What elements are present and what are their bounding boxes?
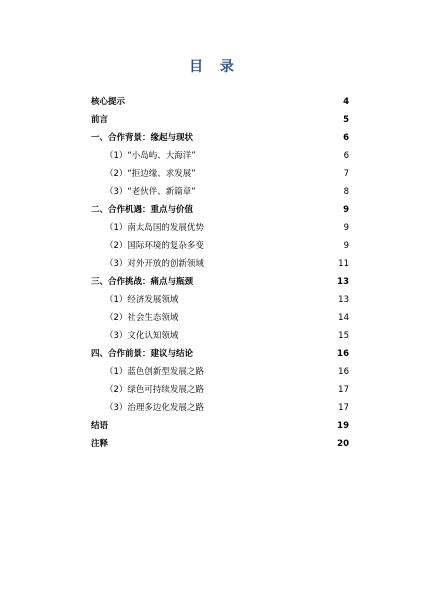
toc-subentry-page: 16 (338, 367, 349, 377)
toc-subentry[interactable] (91, 219, 349, 237)
toc-entry[interactable] (91, 129, 349, 147)
toc-subentry[interactable] (91, 291, 349, 309)
toc-entry[interactable] (91, 435, 349, 453)
toc-subentry-label: （3）对外开放的创新领域 (105, 259, 204, 269)
toc-subentry-label: （2）社会生态领域 (105, 313, 179, 323)
toc-subentry[interactable] (91, 255, 349, 273)
toc-entry-label: 三、合作挑战：痛点与瓶颈 (91, 277, 194, 287)
toc-entry-page: 20 (337, 439, 349, 449)
toc-subentry-page: 13 (338, 295, 349, 305)
toc-subentry[interactable] (91, 309, 349, 327)
toc-subentry-label: （1）“小岛屿、大海洋” (105, 151, 196, 161)
toc-subentry-page: 17 (338, 403, 349, 413)
toc-subentry-page: 17 (338, 385, 349, 395)
toc-subentry-label: （2）绿色可持续发展之路 (105, 385, 204, 395)
toc-subentry[interactable] (91, 237, 349, 255)
toc-entry-page: 6 (343, 133, 349, 143)
toc-subentry-page: 14 (338, 313, 349, 323)
page-title: 目 录 (189, 59, 240, 75)
toc-subentry-page: 7 (343, 169, 349, 179)
toc-subentry-label: （3）文化认知领域 (105, 331, 179, 341)
toc-entry-label: 一、合作背景：缘起与现状 (91, 133, 194, 143)
toc-entry-label: 结语 (91, 421, 109, 431)
toc-subentry-label: （3）治理多边化发展之路 (105, 403, 204, 413)
toc-entry[interactable] (91, 111, 349, 129)
toc-subentry[interactable] (91, 147, 349, 165)
toc-entry[interactable] (91, 345, 349, 363)
toc-subentry-label: （2）“拒边缘、求发展” (105, 169, 196, 179)
toc-subentry-page: 8 (343, 187, 349, 197)
toc-entry-label: 注释 (91, 439, 109, 449)
toc-subentry-page: 15 (338, 331, 349, 341)
table-of-contents (91, 93, 349, 453)
toc-subentry[interactable] (91, 327, 349, 345)
toc-subentry[interactable] (91, 165, 349, 183)
toc-entry-page: 5 (343, 115, 349, 125)
toc-entry[interactable] (91, 273, 349, 291)
toc-entry[interactable] (91, 417, 349, 435)
toc-entry-page: 19 (337, 421, 349, 431)
toc-subentry-label: （1）南太岛国的发展优势 (105, 223, 204, 233)
toc-subentry-label: （1）经济发展领域 (105, 295, 179, 305)
toc-subentry-page: 11 (338, 259, 349, 269)
toc-entry-page: 4 (343, 97, 349, 107)
toc-entry[interactable] (91, 93, 349, 111)
toc-subentry-label: （1）蓝色创新型发展之路 (105, 367, 204, 377)
toc-entry-label: 核心提示 (91, 97, 126, 107)
toc-entry-label: 前言 (91, 115, 109, 125)
toc-entry-label: 二、合作机遇：重点与价值 (91, 205, 194, 215)
toc-subentry[interactable] (91, 399, 349, 417)
toc-subentry[interactable] (91, 381, 349, 399)
toc-entry-page: 13 (337, 277, 349, 287)
toc-entry[interactable] (91, 201, 349, 219)
toc-subentry[interactable] (91, 363, 349, 381)
toc-subentry-label: （2）国际环境的复杂多变 (105, 241, 204, 251)
toc-subentry-page: 9 (343, 241, 349, 251)
toc-entry-page: 16 (337, 349, 349, 359)
toc-subentry-label: （3）“老伙伴、新篇章” (105, 187, 196, 197)
toc-entry-page: 9 (343, 205, 349, 215)
toc-subentry[interactable] (91, 183, 349, 201)
toc-entry-label: 四、合作前景：建议与结论 (91, 349, 194, 359)
toc-subentry-page: 6 (343, 151, 349, 161)
toc-subentry-page: 9 (343, 223, 349, 233)
